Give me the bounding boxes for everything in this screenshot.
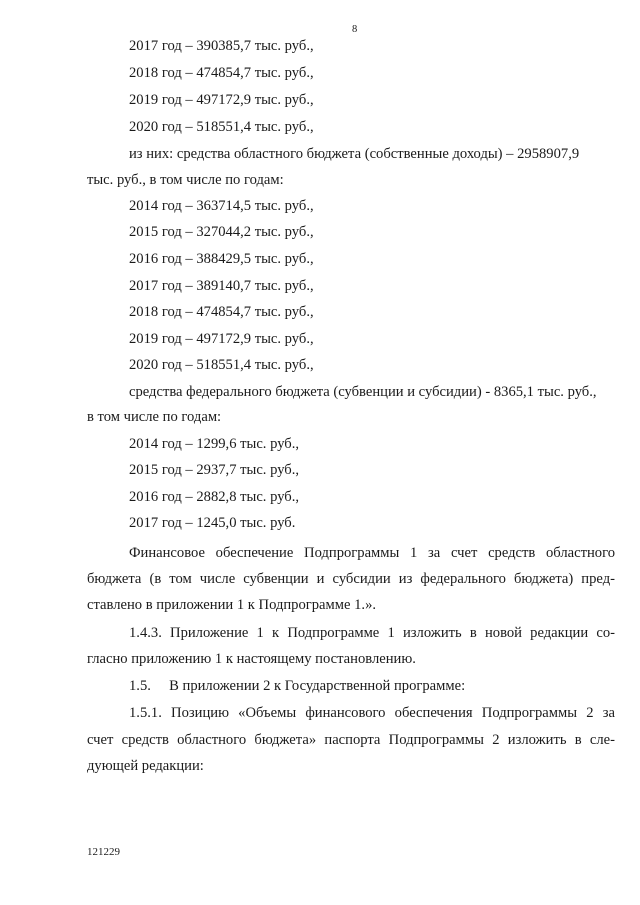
text-line: 2015 год – 327044,2 тыс. руб., <box>129 224 314 240</box>
text-line: гласно приложению 1 к настоящему постановлению. <box>87 651 416 667</box>
text-line: 2016 год – 388429,5 тыс. руб., <box>129 251 314 267</box>
text-line: из них: средства областного бюджета (собственные доходы) – 2958907,9 <box>129 146 580 162</box>
text-line: 2017 год – 1245,0 тыс. руб. <box>129 515 296 531</box>
text-line: 2014 год – 1299,6 тыс. руб., <box>129 436 300 452</box>
text-line: 2020 год – 518551,4 тыс. руб., <box>129 357 314 373</box>
text-line: 2019 год – 497172,9 тыс. руб., <box>129 331 314 347</box>
text-line: Финансовое обеспечение Подпрограммы 1 за счет средств областного <box>129 545 615 561</box>
text-line: 2018 год – 474854,7 тыс. руб., <box>129 304 314 320</box>
text-line: средства федерального бюджета (субвенции и субсидии) - 8365,1 тыс. руб., <box>129 384 597 400</box>
text-line: 2020 год – 518551,4 тыс. руб., <box>129 119 314 135</box>
text-line: в том числе по годам: <box>87 409 222 425</box>
text-line: 2017 год – 389140,7 тыс. руб., <box>129 278 314 294</box>
text-line: 2017 год – 390385,7 тыс. руб., <box>129 38 314 54</box>
text-line: 2014 год – 363714,5 тыс. руб., <box>129 198 314 214</box>
text-line: 2016 год – 2882,8 тыс. руб., <box>129 489 300 505</box>
text-line: 2018 год – 474854,7 тыс. руб., <box>129 65 314 81</box>
document-code: 121229 <box>87 846 120 858</box>
page-number: 8 <box>352 24 358 35</box>
text-line: 1.5. В приложении 2 к Государственной программе: <box>129 678 466 694</box>
text-line: ставлено в приложении 1 к Подпрограмме 1.». <box>87 597 377 613</box>
text-line: 2015 год – 2937,7 тыс. руб., <box>129 462 300 478</box>
text-line: 1.4.3. Приложение 1 к Подпрограмме 1 изложить в новой редакции со- <box>129 625 615 641</box>
text-line: тыс. руб., в том числе по годам: <box>87 172 284 188</box>
text-line: счет средств областного бюджета» паспорта Подпрограммы 2 изложить в сле- <box>87 732 615 748</box>
text-line: бюджета (в том числе субвенции и субсидии из федерального бюджета) пред- <box>87 571 615 587</box>
text-line: дующей редакции: <box>87 758 204 774</box>
text-line: 2019 год – 497172,9 тыс. руб., <box>129 92 314 108</box>
text-line: 1.5.1. Позицию «Объемы финансового обеспечения Подпрограммы 2 за <box>129 705 615 721</box>
